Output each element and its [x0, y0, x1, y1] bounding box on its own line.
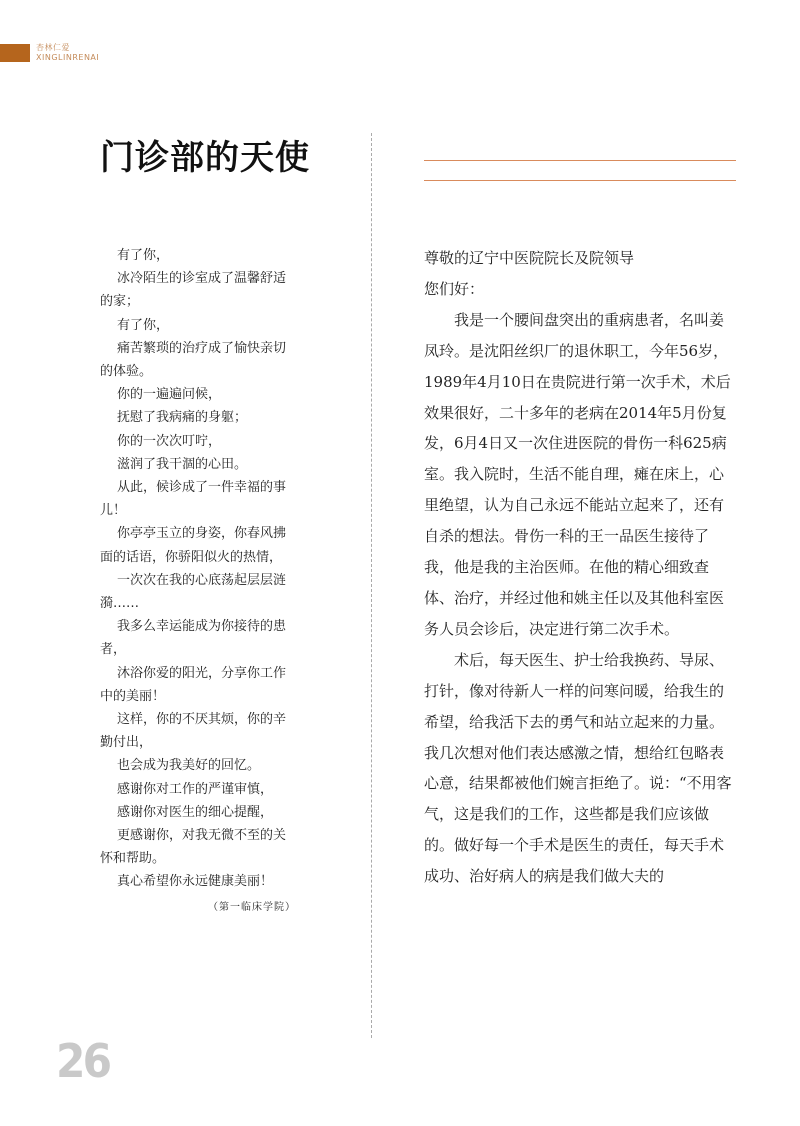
poem-line: 冰冷陌生的诊室成了温馨舒适的家；	[100, 271, 287, 310]
section-title-en: XINGLINRENAI	[36, 53, 100, 62]
poem-line: 从此，候诊成了一件幸福的事儿！	[100, 480, 287, 519]
letter-salutation: 尊敬的辽宁中医院院长及院领导	[424, 249, 635, 267]
poem-line: 有了你，	[117, 248, 170, 263]
section-color-block	[0, 44, 30, 62]
poem-line: 你的一次次叮咛，	[117, 433, 222, 449]
poem-column	[100, 244, 296, 919]
section-header	[36, 43, 99, 63]
poem-line: 一次次在我的心底荡起层层涟漪……	[100, 572, 287, 612]
poem-line: 有了你，	[117, 317, 170, 333]
section-title-cn: 杏林仁爱	[36, 43, 70, 52]
poem-line: 你的一遍遍问候，	[117, 387, 222, 403]
article-title: 门诊部的天使	[100, 138, 310, 178]
poem-line: 也会成为我美好的回忆。	[117, 758, 261, 774]
poem-line: 沐浴你爱的阳光，分享你工作中的美丽！	[100, 665, 287, 704]
poem-signature: （第一临床学院）	[208, 901, 296, 913]
decorative-rule-bottom	[424, 180, 736, 181]
letter-paragraph: 术后，每天医生、护士给我换药、导尿、打针，像对待新人一样的问寒问暖，给我生的希望，给我活下去的勇气和站立起来的力量。我几次想对他们表达感激之情，想给红包略表心意，结果都被他们婉言拒绝了。说：“不用客气，这是我们的工作，这些都是我们应该做的。做好每一个手术是医生的责任，每天手术成功、治好病人的病是我们做大夫的	[424, 650, 732, 886]
column-divider	[371, 133, 372, 1038]
poem-line: 你亭亭玉立的身姿，你春风拂面的话语，你骄阳似火的热情，	[100, 526, 287, 565]
poem-line: 真心希望你永远健康美丽！	[117, 874, 274, 890]
poem-line: 滋润了我干涸的心田。	[117, 456, 248, 472]
poem-line: 这样，你的不厌其烦，你的辛勤付出，	[100, 712, 287, 751]
decorative-rule-top	[424, 160, 736, 161]
poem-line: 感谢你对医生的细心提醒，	[117, 804, 274, 820]
poem-line: 抚慰了我病痛的身躯；	[117, 410, 248, 426]
poem-line: 更感谢你，对我无微不至的关怀和帮助。	[100, 828, 287, 867]
letter-paragraph: 我是一个腰间盘突出的重病患者，名叫姜凤玲。是沈阳丝织厂的退休职工，今年56岁，1989年4月10日在贵院进行第一次手术，术后效果很好，二十多年的老病在2014年5月份复发，6月4日又一次住进医院的骨伤一科625病室。我入院时，生活不能自理，瘫在床上，心里绝望，认为自己永远不能站立起来了，还有自杀的想法。骨伤一科的王一品医生接待了我，他是我的主治医师。在他的精心细致查体、治疗，并经过他和姚主任以及其他科室医务人员会诊后，决定进行第二次手术。	[424, 310, 731, 638]
page-number: 26	[56, 1034, 110, 1088]
letter-column	[424, 243, 738, 892]
letter-greeting: 您们好：	[424, 279, 485, 298]
poem-line: 痛苦繁琐的治疗成了愉快亲切的体验。	[100, 340, 287, 380]
poem-line: 感谢你对工作的严谨审慎，	[117, 781, 274, 797]
poem-line: 我多么幸运能成为你接待的患者，	[100, 619, 287, 658]
